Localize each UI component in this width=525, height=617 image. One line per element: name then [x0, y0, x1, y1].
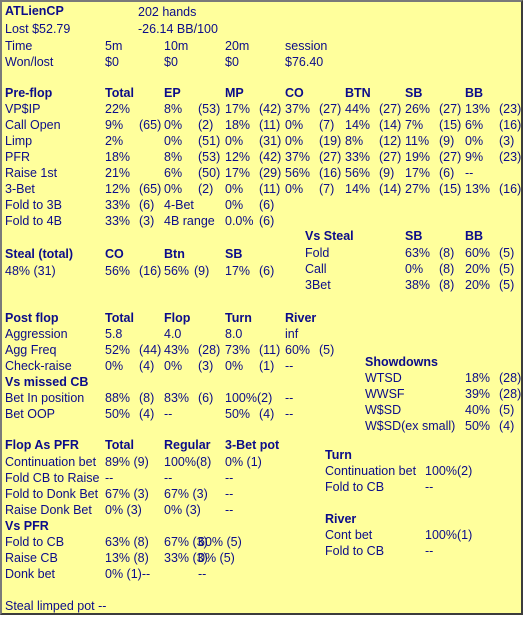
preflop-sample-count: (15) [439, 118, 462, 132]
preflop-row-label: PFR [5, 150, 30, 164]
preflop-sample-count: (27) [439, 102, 462, 116]
flop-pfr-value: 0% (3) [164, 503, 201, 517]
vs-steal-column-header: SB [405, 229, 423, 243]
postflop-sample-count: (28) [198, 343, 221, 357]
river-title: River [325, 512, 357, 526]
preflop-sample-count: (12) [379, 134, 402, 148]
preflop-value: 19% [405, 150, 431, 164]
postflop-value: 8.0 [225, 327, 243, 341]
preflop-sample-count: (9) [439, 134, 455, 148]
preflop-value: 21% [105, 166, 131, 180]
vs-pfr-title: Vs PFR [5, 519, 49, 533]
vs-steal-row-label: Call [305, 262, 327, 276]
postflop-value: 0% [225, 359, 244, 373]
vs-steal-row-label: 3Bet [305, 278, 331, 292]
preflop-sample-count: (53) [198, 150, 221, 164]
preflop-value: 37% [285, 102, 311, 116]
showdown-value: 50% [465, 419, 491, 433]
bb-per-100: -26.14 BB/100 [138, 22, 218, 36]
postflop-sample-count: (1) [259, 359, 275, 373]
preflop-sample-count: (42) [259, 102, 282, 116]
preflop-value: 0% [225, 134, 244, 148]
preflop-value: 11% [405, 134, 430, 148]
postflop-sample-count: (3) [198, 359, 214, 373]
flop-pfr-value: 67% (3) [164, 487, 208, 501]
preflop-value: 14% [345, 118, 371, 132]
postflop-sample-count: (11) [259, 343, 281, 357]
won-lost-value: $0 [225, 55, 239, 69]
flop-pfr-value: 0% (3) [105, 503, 142, 517]
preflop-sample-count: (7) [319, 182, 335, 196]
showdown-value: 39% [465, 387, 491, 401]
vs-steal-column-header: BB [465, 229, 484, 243]
vs-pfr-row-label: Donk bet [5, 567, 56, 581]
won-lost-value: $0 [164, 55, 178, 69]
postflop-value: 88% [105, 391, 131, 405]
preflop-value: 27% [405, 182, 431, 196]
preflop-value: 17% [225, 102, 251, 116]
preflop-value: 33% [105, 198, 131, 212]
preflop-sample-count: (3) [499, 134, 515, 148]
preflop-sample-count: (3) [139, 214, 155, 228]
preflop-row-label: VP$IP [5, 102, 41, 116]
preflop-sample-count: (7) [319, 118, 335, 132]
vs-steal-sample-count: (5) [499, 246, 515, 260]
preflop-value: 17% [225, 166, 251, 180]
time-column-header: 5m [105, 39, 123, 53]
preflop-value: 6% [164, 166, 183, 180]
vs-steal-value: 20% [465, 278, 491, 292]
turn-row-label: Fold to CB [325, 480, 385, 494]
preflop-sample-count: (65) [139, 182, 162, 196]
vs-steal-sample-count: (8) [439, 278, 455, 292]
postflop-sample-count: (8) [139, 391, 155, 405]
preflop-value: 13% [465, 102, 491, 116]
preflop-sample-count: (50) [198, 166, 221, 180]
time-column-header: 10m [164, 39, 189, 53]
vs-pfr-value: -- [198, 567, 207, 581]
river-value: 100%(1) [425, 528, 473, 542]
steal-column-header: SB [225, 247, 243, 261]
preflop-value: 14% [345, 182, 371, 196]
vs-steal-row-label: Fold [305, 246, 330, 260]
postflop-value: 4.0 [164, 327, 182, 341]
vs-steal-sample-count: (5) [499, 262, 515, 276]
postflop-sample-count: (4) [139, 407, 155, 421]
postflop-value: 0% [164, 359, 183, 373]
preflop-value: 44% [345, 102, 371, 116]
preflop-sample-count: (51) [198, 134, 221, 148]
turn-title: Turn [325, 448, 352, 462]
postflop-column-header: Turn [225, 311, 252, 325]
postflop-value: -- [285, 391, 294, 405]
postflop-value: 73% [225, 343, 251, 357]
preflop-value: 0% [164, 182, 183, 196]
flop-pfr-column-header: Total [105, 438, 134, 452]
vs-missed-cb-title: Vs missed CB [5, 375, 89, 389]
vs-steal-value: 0% [405, 262, 424, 276]
turn-value: 100%(2) [425, 464, 473, 478]
preflop-column-header: SB [405, 86, 423, 100]
steal-value: 56% [105, 264, 131, 278]
preflop-sample-count: (2) [198, 118, 214, 132]
preflop-value: 33% [105, 214, 131, 228]
flop-pfr-column-header: Regular [164, 438, 211, 452]
preflop-column-header: MP [225, 86, 244, 100]
preflop-row-label: 4-Bet [164, 198, 194, 212]
preflop-sample-count: (27) [379, 150, 402, 164]
flop-pfr-value: -- [225, 471, 234, 485]
showdowns-title: Showdowns [365, 355, 438, 369]
preflop-value: 0% [285, 118, 304, 132]
preflop-sample-count: (14) [379, 182, 402, 196]
preflop-value: 12% [225, 150, 251, 164]
preflop-sample-count: (16) [499, 182, 522, 196]
showdown-sample-count: (28) [499, 387, 522, 401]
preflop-sample-count: (42) [259, 150, 282, 164]
vs-pfr-value: 63% (8) [105, 535, 149, 549]
preflop-sample-count: (11) [259, 118, 281, 132]
won-lost-value: $76.40 [285, 55, 324, 69]
vs-steal-sample-count: (8) [439, 262, 455, 276]
preflop-sample-count: (29) [259, 166, 282, 180]
flop-pfr-value: -- [105, 471, 114, 485]
preflop-value: 8% [345, 134, 364, 148]
vs-pfr-row-label: Raise CB [5, 551, 58, 565]
preflop-value: 26% [405, 102, 431, 116]
postflop-title: Post flop [5, 311, 59, 325]
preflop-column-header: EP [164, 86, 181, 100]
preflop-sample-count: (27) [379, 102, 402, 116]
preflop-sample-count: (6) [439, 166, 455, 180]
preflop-sample-count: (27) [319, 102, 342, 116]
flop-pfr-column-header: 3-Bet pot [225, 438, 280, 452]
preflop-sample-count: (6) [139, 198, 155, 212]
preflop-value: 2% [105, 134, 124, 148]
preflop-value: 0% [285, 182, 304, 196]
preflop-value: 8% [164, 150, 183, 164]
steal-sample-count: (16) [139, 264, 162, 278]
vs-steal-value: 38% [405, 278, 431, 292]
preflop-value: 8% [164, 102, 183, 116]
showdown-label: WWSF [365, 387, 405, 401]
preflop-row-label: Call Open [5, 118, 61, 132]
vs-pfr-value: 0% (1)-- [105, 567, 151, 581]
postflop-sample-count: (4) [139, 359, 155, 373]
river-row-label: Cont bet [325, 528, 373, 542]
showdown-label: W$SD [365, 403, 402, 417]
preflop-value: -- [465, 166, 474, 180]
preflop-value: 0% [164, 118, 183, 132]
preflop-sample-count: (6) [259, 214, 275, 228]
preflop-sample-count: (16) [499, 118, 522, 132]
preflop-value: 0% [225, 182, 244, 196]
postflop-value: 83% [164, 391, 190, 405]
showdown-value: 40% [465, 403, 491, 417]
preflop-row-label: Raise 1st [5, 166, 58, 180]
preflop-sample-count: (19) [319, 134, 342, 148]
preflop-value: 13% [465, 182, 491, 196]
preflop-sample-count: (14) [379, 118, 402, 132]
postflop-column-header: River [285, 311, 317, 325]
postflop-value: inf [285, 327, 299, 341]
won-lost-value: $0 [105, 55, 119, 69]
vs-pfr-row-label: Fold to CB [5, 535, 65, 549]
postflop-value: 50% [225, 407, 251, 421]
flop-pfr-value: -- [225, 487, 234, 501]
postflop-value: 0% [105, 359, 124, 373]
session-result: Lost $52.79 [5, 22, 71, 36]
showdown-value: 18% [465, 371, 491, 385]
preflop-sample-count: (11) [259, 182, 281, 196]
preflop-value: 0% [285, 134, 304, 148]
postflop-value: 43% [164, 343, 190, 357]
showdown-sample-count: (28) [499, 371, 522, 385]
turn-row-label: Continuation bet [325, 464, 417, 478]
steal-column-header: Btn [164, 247, 185, 261]
preflop-sample-count: (23) [499, 102, 522, 116]
vs-pfr-value: 33% (3) [164, 551, 208, 565]
preflop-sample-count: (27) [439, 150, 462, 164]
preflop-sample-count: (23) [499, 150, 522, 164]
preflop-column-header: BTN [345, 86, 371, 100]
preflop-value: 12% [105, 182, 131, 196]
preflop-value: 0.0% [225, 214, 254, 228]
steal-limped-pot: Steal limped pot -- [5, 599, 107, 613]
flop-pfr-value: 67% (3) [105, 487, 149, 501]
postflop-row-label: Check-raise [5, 359, 72, 373]
postflop-column-header: Total [105, 311, 134, 325]
preflop-title: Pre-flop [5, 86, 53, 100]
preflop-value: 9% [105, 118, 124, 132]
showdown-label: WTSD [365, 371, 402, 385]
flop-pfr-value: 100%(8) [164, 455, 212, 469]
postflop-row-label: Agg Freq [5, 343, 57, 357]
turn-value: -- [425, 480, 434, 494]
preflop-row-label: Limp [5, 134, 33, 148]
postflop-sample-count: (44) [139, 343, 162, 357]
steal-value: 56% [164, 264, 190, 278]
preflop-sample-count: (16) [319, 166, 342, 180]
time-label: Time [5, 39, 33, 53]
preflop-value: 18% [225, 118, 251, 132]
preflop-column-header: Total [105, 86, 134, 100]
preflop-sample-count: (31) [259, 134, 282, 148]
flop-pfr-row-label: Fold to Donk Bet [5, 487, 99, 501]
postflop-row-label: Bet In position [5, 391, 85, 405]
vs-steal-value: 20% [465, 262, 491, 276]
showdown-label: W$SD(ex small) [365, 419, 456, 433]
steal-title: Steal (total) [5, 247, 74, 261]
preflop-sample-count: (6) [259, 198, 275, 212]
player-name: ATLienCP [5, 4, 64, 18]
postflop-sample-count: (4) [259, 407, 275, 421]
vs-pfr-value: 13% (8) [105, 551, 149, 565]
postflop-value: 100%(2) [225, 391, 273, 405]
vs-steal-title: Vs Steal [305, 229, 354, 243]
flop-pfr-row-label: Fold CB to Raise [5, 471, 100, 485]
flop-pfr-row-label: Continuation bet [5, 455, 97, 469]
hand-count: 202 hands [138, 5, 197, 19]
preflop-row-label: Fold to 3B [5, 198, 62, 212]
vs-steal-sample-count: (5) [499, 278, 515, 292]
postflop-row-label: Aggression [5, 327, 68, 341]
vs-steal-value: 60% [465, 246, 491, 260]
vs-pfr-value: 0% (5) [198, 551, 235, 565]
preflop-value: 22% [105, 102, 131, 116]
postflop-value: 50% [105, 407, 131, 421]
preflop-value: 6% [465, 118, 484, 132]
postflop-value: 60% [285, 343, 311, 357]
steal-value: 17% [225, 264, 251, 278]
preflop-sample-count: (9) [379, 166, 395, 180]
postflop-value: 5.8 [105, 327, 123, 341]
preflop-value: 56% [285, 166, 311, 180]
time-column-header: 20m [225, 39, 250, 53]
vs-pfr-value: 60% (5) [198, 535, 242, 549]
steal-sample-count: (6) [259, 264, 275, 278]
flop-pfr-row-label: Raise Donk Bet [5, 503, 92, 517]
preflop-row-label: Fold to 4B [5, 214, 62, 228]
preflop-sample-count: (2) [198, 182, 214, 196]
river-value: -- [425, 544, 434, 558]
time-column-header: session [285, 39, 328, 53]
preflop-value: 17% [405, 166, 431, 180]
preflop-value: 37% [285, 150, 311, 164]
postflop-value: -- [285, 359, 294, 373]
preflop-column-header: BB [465, 86, 484, 100]
flop-pfr-value: -- [164, 471, 173, 485]
preflop-value: 56% [345, 166, 371, 180]
preflop-sample-count: (65) [139, 118, 162, 132]
postflop-value: -- [285, 407, 294, 421]
preflop-row-label: 4B range [164, 214, 215, 228]
vs-steal-sample-count: (8) [439, 246, 455, 260]
showdown-sample-count: (4) [499, 419, 515, 433]
won-lost-label: Won/lost [5, 55, 54, 69]
postflop-sample-count: (5) [319, 343, 335, 357]
steal-total-value: 48% (31) [5, 264, 56, 278]
postflop-row-label: Bet OOP [5, 407, 56, 421]
preflop-sample-count: (27) [319, 150, 342, 164]
vs-pfr-value: 67% (3) [164, 535, 208, 549]
flop-as-pfr-title: Flop As PFR [5, 438, 79, 452]
postflop-value: -- [164, 407, 173, 421]
preflop-sample-count: (53) [198, 102, 221, 116]
showdown-sample-count: (5) [499, 403, 515, 417]
preflop-value: 0% [164, 134, 183, 148]
river-row-label: Fold to CB [325, 544, 385, 558]
preflop-value: 9% [465, 150, 484, 164]
flop-pfr-value: -- [225, 503, 234, 517]
postflop-value: 52% [105, 343, 131, 357]
preflop-sample-count: (15) [439, 182, 462, 196]
preflop-value: 0% [225, 198, 244, 212]
preflop-row-label: 3-Bet [5, 182, 35, 196]
preflop-column-header: CO [285, 86, 304, 100]
postflop-sample-count: (6) [198, 391, 214, 405]
preflop-value: 7% [405, 118, 424, 132]
postflop-column-header: Flop [164, 311, 191, 325]
preflop-value: 18% [105, 150, 131, 164]
steal-column-header: CO [105, 247, 124, 261]
preflop-value: 0% [465, 134, 484, 148]
flop-pfr-value: 89% (9) [105, 455, 149, 469]
flop-pfr-value: 0% (1) [225, 455, 262, 469]
vs-steal-value: 63% [405, 246, 431, 260]
steal-sample-count: (9) [194, 264, 210, 278]
preflop-value: 33% [345, 150, 371, 164]
